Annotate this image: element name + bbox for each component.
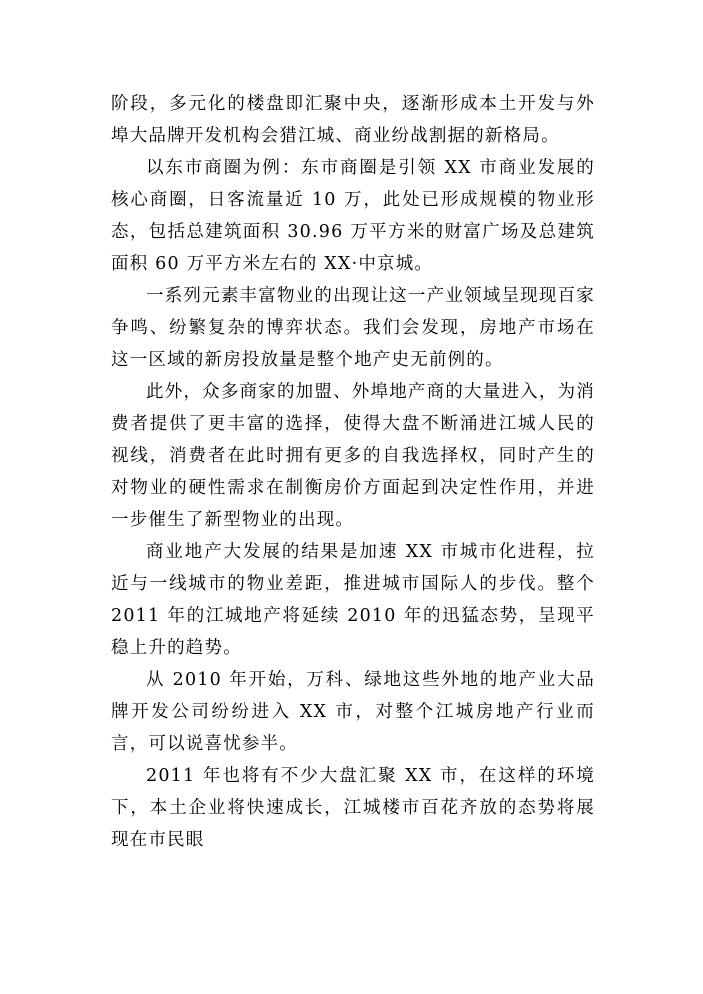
- paragraph-1: 阶段，多元化的楼盘即汇聚中央，逐渐形成本土开发与外埠大品牌开发机构会猎江城、商业纷战割据的新格局。: [111, 94, 595, 146]
- paragraph-2: 以东市商圈为例：东市商圈是引领 XX 市商业发展的核心商圈，日客流量近 10 万，此处已形成规模的物业形态，包括总建筑面积 30.96 万平方米的财富广场及总建筑面积 60 万平方米左右的 XX·中京城。: [111, 158, 595, 274]
- document-body: [111, 88, 595, 856]
- paragraph-5: 商业地产大发展的结果是加速 XX 市城市化进程，拉近与一线城市的物业差距，推进城市国际人的步伐。整个 2011 年的江城地产将延续 2010 年的迅猛态势，呈现平稳上升的趋势。: [111, 542, 595, 658]
- paragraph-6: 从 2010 年开始，万科、绿地这些外地的地产业大品牌开发公司纷纷进入 XX 市，对整个江城房地产行业而言，可以说喜忧参半。: [111, 670, 595, 754]
- paragraph-3: 一系列元素丰富物业的出现让这一产业领域呈现现百家争鸣、纷繁复杂的博弈状态。我们会发现，房地产市场在这一区域的新房投放量是整个地产史无前例的。: [111, 286, 595, 370]
- paragraph-4: 此外，众多商家的加盟、外埠地产商的大量进入，为消费者提供了更丰富的选择，使得大盘不断涌进江城人民的视线，消费者在此时拥有更多的自我选择权，同时产生的对物业的硬性需求在制衡房价方面起到决定性作用，并进一步催生了新型物业的出现。: [111, 382, 595, 530]
- paragraph-7: 2011 年也将有不少大盘汇聚 XX 市，在这样的环境下，本土企业将快速成长，江城楼市百花齐放的态势将展现在市民眼: [111, 766, 595, 850]
